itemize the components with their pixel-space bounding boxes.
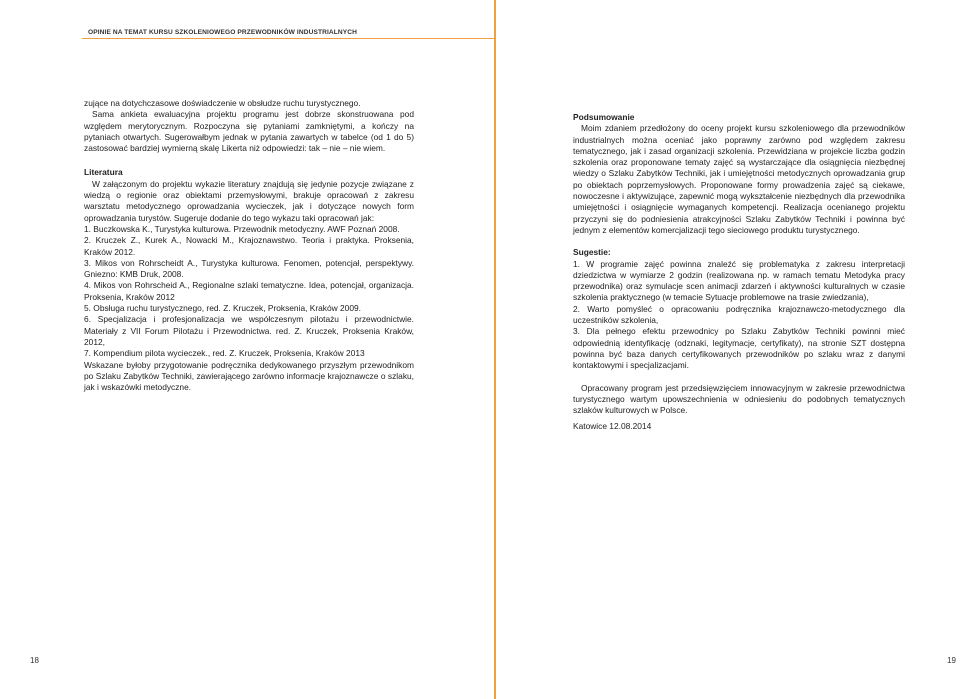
suggestion-item: 1. W programie zajęć powinna znaleźć się problematyka z zakresu interpretacji dziedzictwa w wymiarze 2 godzin (realizowana np. w ramach tematu Metodyka pracy przewodnika) oraz symulacje scen animacji zdarzeń i aktywności kulturalnych w czasie szkolenia praktycznego (w temacie Sytuacje problemowe na trasie zwiedzania), bbox=[573, 258, 905, 303]
reference-item: 2. Kruczek Z., Kurek A., Nowacki M., Krajoznawstwo. Teoria i praktyka. Proksenia, Kraków 2012. bbox=[84, 235, 414, 257]
header-divider bbox=[82, 38, 494, 39]
summary-heading: Podsumowanie bbox=[573, 112, 635, 122]
reference-item: 3. Mikos von Rohrscheidt A., Turystyka kulturowa. Fenomen, potencjał, perspektywy. Gniezno: KMB Druk, 2008. bbox=[84, 257, 414, 280]
summary-paragraph: Moim zdaniem przedłożony do oceny projekt kursu szkoleniowego dla przewodników industrialnych można oceniać jako poprawny zarówno pod względem zakresu tematycznego, jak i zasad organizacji szkolenia. Przewidziana w projekcie liczba godzin szkolenia oraz proponowane tematy zajęć są wystarczające dla osiągnięcia niezbędnej wiedzy o Szlaku Zabytków Techniki, jak i umiejętności metodycznych oprowadzania grup po obiektach poprzemysłowych. Proponowane formy prowadzenia zajęć są ciekawe, nowoczesne i aktywizujące, zapewnić mogą wykształcenie niezbędnych dla przewodnika umiejętności i osiągnięcie wymaganych kompetencji. Realizacja ocenianego projektu przyczyni się do podniesienia atrakcyjności Szlaku Zabytków Techniki i powinna być jednym z elementów komercjalizacji tego sieciowego produktu turystycznego. bbox=[573, 123, 905, 235]
suggestions-heading: Sugestie: bbox=[573, 247, 611, 258]
literatura-intro: W załączonym do projektu wykazie literatury znajdują się jedynie pozycje związane z wiedzą o regionie oraz obiektami przemysłowymi, brakuje opracowań z zakresu warsztatu metodycznego oprowadzania wycieczek, jak i dotyczące nowych form oprowadzania turystów. Sugeruje dodanie do tego wykazu taki opracowań jak: bbox=[84, 178, 414, 223]
reference-item: 5. Obsługa ruchu turystycznego, red. Z. Kruczek, Proksenia, Kraków 2009. bbox=[84, 303, 361, 314]
closing-paragraph: Opracowany program jest przedsięwzięciem innowacyjnym w zakresie przewodnictwa turystycznego wartym upowszechnienia w odniesieniu do podobnych tematycznych szlaków kulturowych w Polsce. bbox=[573, 382, 905, 416]
intro-paragraph-2: Sama ankieta ewaluacyjna projektu programu jest dobrze skonstruowana pod względem merytorycznym. Rozpoczyna się pytaniami zamkniętymi, a kończy na pytaniach otwartych. Sugerowałbym jednak w pytania zawartych w tabelce (od 1 do 5) zastosować bardziej wymierną skalę Likerta niż odpowiedzi: tak – nie – nie wiem. bbox=[84, 109, 414, 154]
reference-item: 1. Buczkowska K., Turystyka kulturowa. Przewodnik metodyczny. AWF Poznań 2008. bbox=[84, 223, 400, 234]
running-header: OPINIE NA TEMAT KURSU SZKOLENIOWEGO PRZEWODNIKÓW INDUSTRIALNYCH bbox=[88, 29, 357, 36]
literatura-heading: Literatura bbox=[84, 167, 123, 178]
reference-item: 4. Mikos von Rohrscheid A., Regionalne szlaki tematyczne. Idea, potencjał, organizacja. Proksenia, Kraków 2012 bbox=[84, 280, 414, 302]
handbook-recommendation: Wskazane byłoby przygotowanie podręcznika dedykowanego przyszłym przewodnikom po Szlaku Zabytków Techniki, zawierającego zarówno informacje krajoznawcze o szlaku, jak i wskazówki metodyczne. bbox=[84, 359, 414, 393]
reference-item: 7. Kompendium pilota wycieczek., red. Z. Kruczek, Proksenia, Kraków 2013 bbox=[84, 348, 365, 359]
suggestion-item: 3. Dla pełnego efektu przewodnicy po Szlaku Zabytków Techniki powinni mieć odpowiednią identyfikację (odznaki, legitymacje, certyfikaty), na stronie SZT dostępna powinna być baza danych certyfikowanych przewodników po szlaku wraz z danymi kontaktowymi i specjalizacjami. bbox=[573, 326, 905, 371]
suggestion-item: 2. Warto pomyśleć o opracowaniu podręcznika krajoznawczo-metodycznego dla uczestników szkolenia, bbox=[573, 303, 905, 326]
page-number-left: 18 bbox=[30, 656, 39, 665]
signature-date: Katowice 12.08.2014 bbox=[573, 421, 652, 432]
page-number-right: 19 bbox=[947, 656, 956, 665]
left-column bbox=[84, 98, 414, 393]
right-page bbox=[496, 0, 960, 699]
reference-item: 6. Specjalizacja i profesjonalizacja we współczesnym pilotażu i przewodnictwie. Materiały z VII Forum Pilotażu i Przewodnictwa. red. Z. Kruczek, Proksenia Kraków, 2012, bbox=[84, 314, 414, 347]
right-column bbox=[573, 112, 905, 433]
intro-paragraph-1: zujące na dotychczasowe doświadczenie w obsłudze ruchu turystycznego. bbox=[84, 98, 361, 108]
